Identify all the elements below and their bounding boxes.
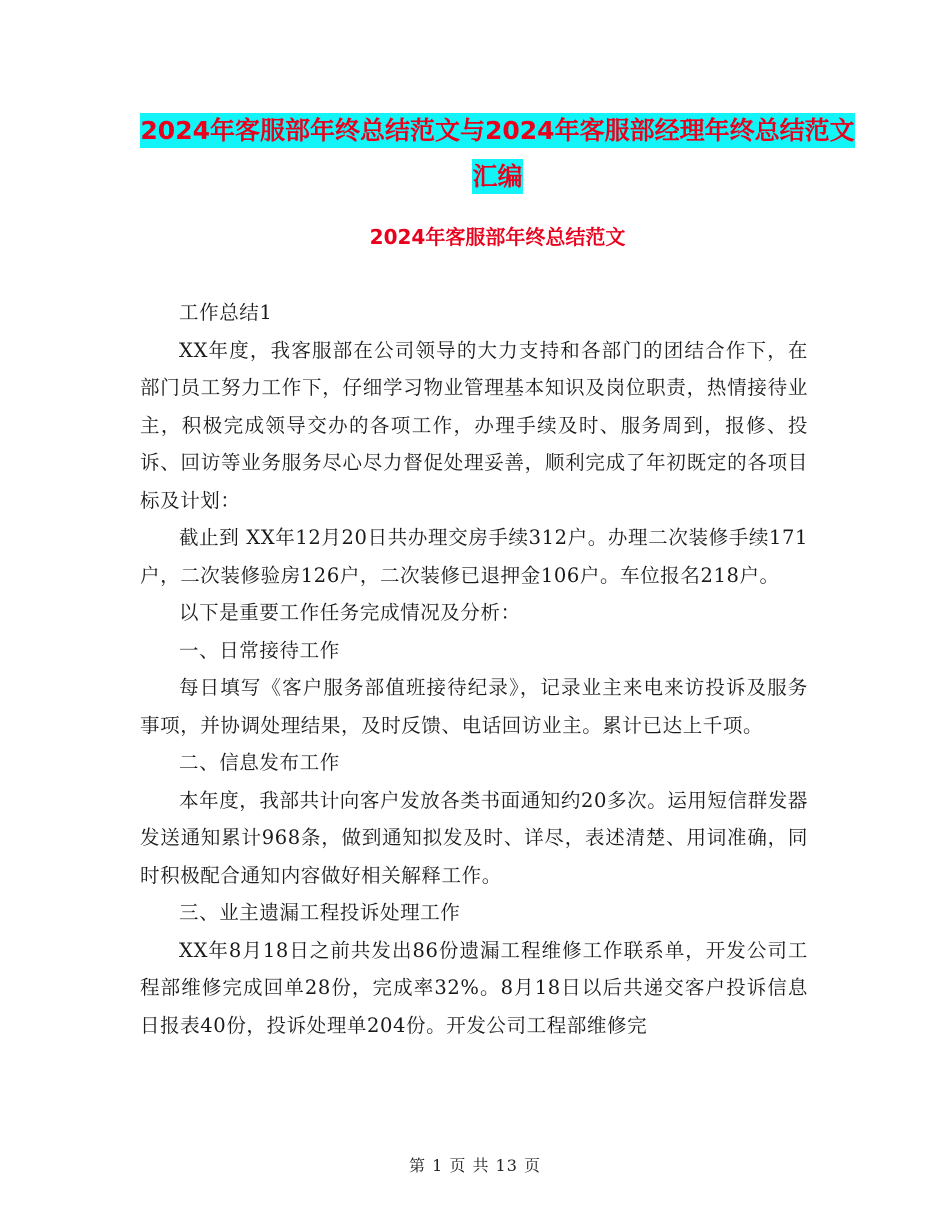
paragraph: XX年8月18日之前共发出86份遗漏工程维修工作联系单，开发公司工程部维修完成回单28份，完成率32%。8月18日以后共递交客户投诉信息日报表40份，投诉处理单204份。开发公司工程部维修完 <box>140 938 808 1037</box>
paragraph: 以下是重要工作任务完成情况及分析： <box>179 601 521 624</box>
paragraph: 截止到 XX年12月20日共办理交房手续312户。办理二次装修手续171户，二次装修验房126户，二次装修已退押金106户。车位报名218户。 <box>140 526 808 587</box>
document-title <box>140 108 855 200</box>
paragraph: 本年度，我部共计向客户发放各类书面通知约20多次。运用短信群发器发送通知累计968条，做到通知拟发及时、详尽，表述清楚、用词准确，同时积极配合通知内容做好相关解释工作。 <box>140 788 809 887</box>
paragraph: 工作总结1 <box>179 301 273 324</box>
paragraph: 二、信息发布工作 <box>179 751 340 774</box>
page-footer: 第 1 页 共 13 页 <box>409 1156 541 1175</box>
paragraph: 每日填写《客户服务部值班接待纪录》，记录业主来电来访投诉及服务事项，并协调处理结果，及时反馈、电话回访业主。累计已达上千项。 <box>140 676 808 737</box>
paragraph: 一、日常接待工作 <box>179 638 340 662</box>
paragraph: XX年度，我客服部在公司领导的大力支持和各部门的团结合作下，在部门员工努力工作下，仔细学习物业管理基本知识及岗位职责，热情接待业主，积极完成领导交办的各项工作，办理手续及时、服务周到，报修、投诉、回访等业务服务尽心尽力督促处理妥善，顺利完成了年初既定的各项目标及计划： <box>140 338 808 512</box>
document-title-text: 2024年客服部年终总结范文与2024年客服部经理年终总结范文汇编 <box>140 113 854 194</box>
document-body <box>140 294 808 1044</box>
paragraph: 三、业主遗漏工程投诉处理工作 <box>179 901 461 924</box>
section-title: 2024年客服部年终总结范文 <box>369 225 626 249</box>
